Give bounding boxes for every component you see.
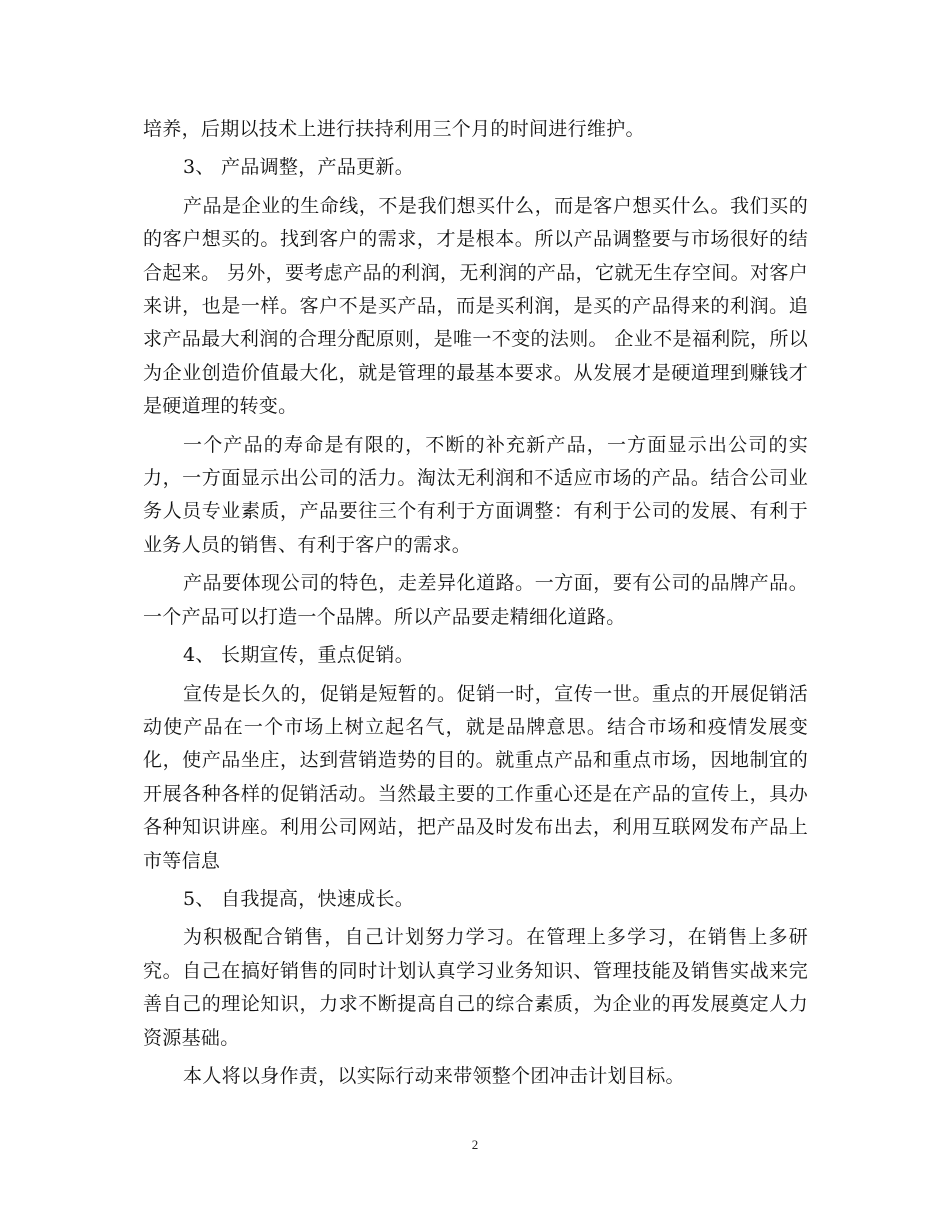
page-number: 2 <box>471 1137 479 1152</box>
section-heading: 5、 自我提高，快速成长。 <box>183 887 415 910</box>
paragraph: 为积极配合销售，自己计划努力学习。在管理上多学习，在销售上多研究。自己在搞好销售的同时计划认真学习业务知识、管理技能及销售实战来完善自己的理论知识，力求不断提高自己的综合素质，为企业的再发展奠定人力资源基础。 <box>143 926 808 1049</box>
paragraph: 产品是企业的生命线，不是我们想买什么，而是客户想买什么。我们买的的客户想买的。找到客户的需求，才是根本。所以产品调整要与市场很好的结合起来。 另外，要考虑产品的利润，无利润的产品，它就无生存空间。对客户来讲，也是一样。客户不是买产品，而是买利润，是买的产品得来的利润。追求产品最大利润的合理分配原则，是唯一不变的法则。 企业不是福利院，所以为企业创造价值最大化，就是管理的最基本要求。从发展才是硬道理到赚钱才是硬道理的转变。 <box>143 194 808 418</box>
paragraph: 产品要体现公司的特色，走差异化道路。一方面，要有公司的品牌产品。一个产品可以打造一个品牌。所以产品要走精细化道路。 <box>143 572 808 628</box>
document-body <box>143 113 808 1098</box>
paragraph: 培养，后期以技术上进行扶持利用三个月的时间进行维护。 <box>143 118 645 140</box>
paragraph: 宣传是长久的，促销是短暂的。促销一时，宣传一世。重点的开展促销活动使产品在一个市场上树立起名气，就是品牌意思。结合市场和疫情发展变化，使产品坐庄，达到营销造势的目的。就重点产品和重点市场，因地制宜的开展各种各样的促销活动。当然最主要的工作重心还是在产品的宣传上，具办各种知识讲座。利用公司网站，把产品及时发布出去，利用互联网发布产品上市等信息 <box>143 682 808 872</box>
paragraph: 一个产品的寿命是有限的，不断的补充新产品，一方面显示出公司的实力，一方面显示出公司的活力。淘汰无利润和不适应市场的产品。结合公司业务人员专业素质，产品要往三个有利于方面调整：有利于公司的发展、有利于业务人员的销售、有利于客户的需求。 <box>143 433 808 556</box>
section-heading: 3、 产品调整，产品更新。 <box>183 156 415 179</box>
section-heading: 4、 长期宣传，重点促销。 <box>183 644 415 667</box>
paragraph: 本人将以身作责，以实际行动来带领整个团冲击计划目标。 <box>183 1064 685 1087</box>
